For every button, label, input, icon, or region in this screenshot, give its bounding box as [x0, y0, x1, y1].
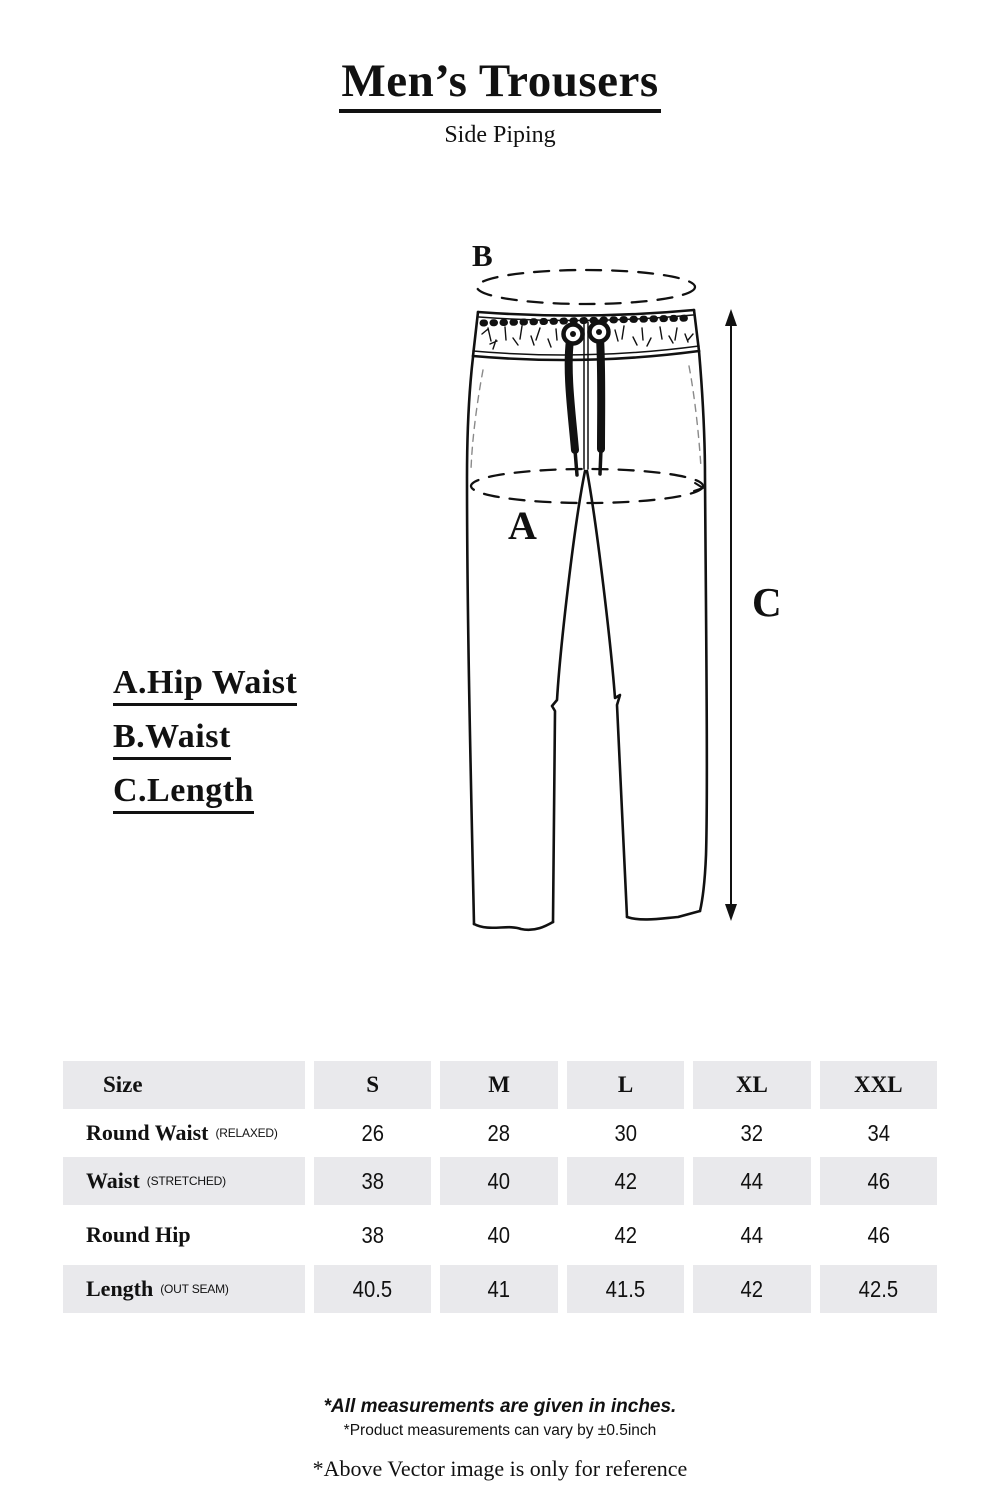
cell-value: 26: [361, 1119, 384, 1146]
fly-seam: [584, 322, 588, 469]
pocket-line-left: [471, 370, 483, 470]
drawstring-right: [600, 338, 601, 449]
row-label: Waist (STRETCHED): [63, 1157, 305, 1205]
size-header-cell: Size: [63, 1061, 305, 1109]
trousers-outline: [467, 351, 707, 930]
label-c: C: [752, 579, 782, 625]
cell-value: 42: [740, 1275, 764, 1302]
cell-value: 32: [740, 1119, 764, 1146]
row-label: Round Waist (RELAXED): [86, 1120, 278, 1145]
cell-value: 30: [614, 1119, 637, 1146]
note-reference: *Above Vector image is only for reference: [312, 1456, 688, 1481]
cell-value: 40: [487, 1221, 511, 1248]
cell-value: 28: [487, 1119, 511, 1146]
trousers-diagram: [0, 230, 1000, 940]
cell-value: 42.5: [858, 1275, 898, 1302]
row-label: Length (OUT SEAM): [63, 1265, 305, 1313]
footnotes: [0, 1396, 1000, 1482]
measurement-legend: [113, 666, 297, 828]
eyelets: [564, 323, 609, 344]
table-row-round-hip: [63, 1205, 937, 1265]
legend-item-waist: B.Waist: [113, 720, 231, 760]
waistband: [473, 310, 699, 360]
table-row-waist: [63, 1157, 937, 1205]
column-header-xxl: XXL: [820, 1061, 937, 1109]
pocket-line-right: [689, 366, 701, 468]
page-title: Men’s Trousers: [339, 57, 660, 113]
cell-value: 46: [867, 1221, 890, 1248]
cell-value: 41.5: [605, 1275, 646, 1302]
cell-value: 41: [487, 1275, 511, 1302]
column-header-s: S: [314, 1061, 431, 1109]
cell-value: 40: [487, 1167, 511, 1194]
cell-value: 34: [867, 1119, 890, 1146]
cell-value: 44: [740, 1221, 764, 1248]
length-arrow: [725, 309, 737, 921]
cell-value: 42: [614, 1221, 637, 1248]
note-inches: *All measurements are given in inches.: [323, 1396, 677, 1417]
note-tolerance: *Product measurements can vary by ±0.5inch: [343, 1422, 657, 1439]
cell-value: 40.5: [352, 1275, 393, 1302]
cell-value: 46: [867, 1167, 890, 1194]
header: [0, 57, 1000, 149]
legend-item-length: C.Length: [113, 774, 254, 814]
page-subtitle: Side Piping: [444, 122, 556, 149]
legend-item-hip-waist: A.Hip Waist: [113, 666, 297, 706]
label-a: A: [508, 503, 537, 548]
column-header-xl: XL: [693, 1061, 810, 1109]
row-label: Round Hip: [86, 1222, 191, 1247]
label-b: B: [472, 238, 493, 273]
waist-ellipse: [477, 270, 695, 304]
drawstring-left: [569, 340, 575, 450]
cell-value: 38: [361, 1221, 384, 1248]
table-header-row: [63, 1061, 937, 1109]
column-header-m: M: [440, 1061, 557, 1109]
cell-value: 42: [614, 1167, 637, 1194]
cell-value: 44: [740, 1167, 764, 1194]
size-table: [63, 1061, 937, 1313]
table-row-length: [63, 1265, 937, 1313]
column-header-l: L: [567, 1061, 684, 1109]
cell-value: 38: [361, 1167, 384, 1194]
table-row-round-waist: [63, 1109, 937, 1157]
